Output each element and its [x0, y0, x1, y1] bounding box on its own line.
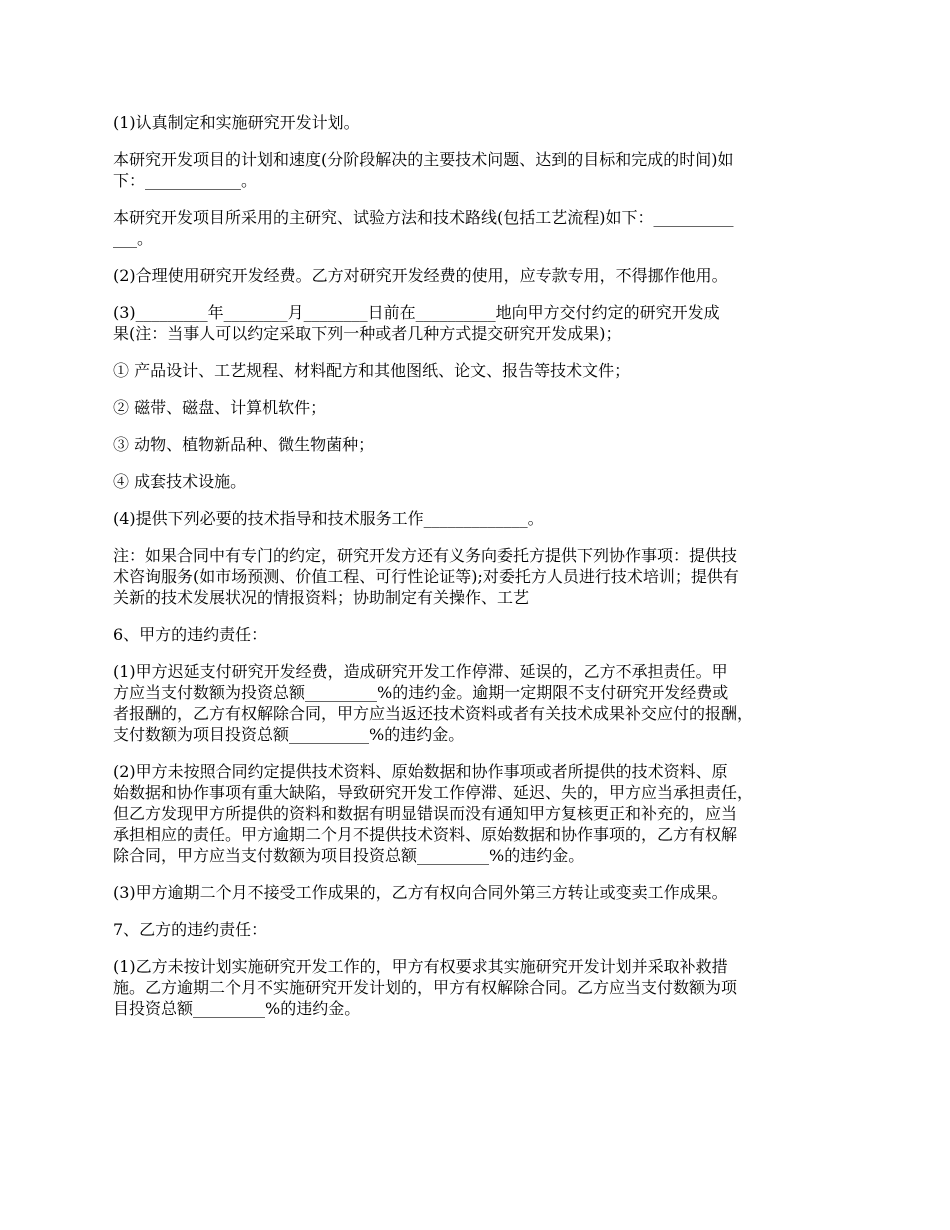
paragraph-line: ④ 成套技术设施。: [113, 472, 247, 491]
paragraph-line: 本研究开发项目所采用的主研究、试验方法和技术路线(包括工艺流程)如下：__________: [113, 208, 734, 227]
paragraph-line: 目投资总额_________%的违约金。: [113, 999, 361, 1018]
paragraph-line: 施。乙方逾期二个月不实施研究开发计划的，甲方有权解除合同。乙方应当支付数额为项: [113, 978, 738, 997]
paragraph-line: 除合同，甲方应当支付数额为项目投资总额_________%的违约金。: [113, 846, 585, 865]
paragraph-line: (2)合理使用研究开发经费。乙方对研究开发经费的使用，应专款专用，不得挪作他用。: [113, 266, 728, 285]
paragraph: [113, 397, 838, 418]
paragraph-line: (3)甲方逾期二个月不接受工作成果的，乙方有权向合同外第三方转让或变卖工作成果。: [113, 883, 728, 902]
paragraph: [113, 471, 838, 492]
paragraph-line: 术咨询服务(如市场预测、价值工程、可行性论证等);对委托方人员进行技术培训；提供有: [113, 567, 739, 586]
paragraph: [113, 112, 838, 133]
paragraph: [113, 761, 838, 866]
paragraph-line: 承担相应的责任。甲方逾期二个月不提供技术资料、原始数据和协作事项的，乙方有权解: [113, 825, 738, 844]
paragraph-line: ___。: [113, 229, 154, 248]
paragraph-line: 本研究开发项目的计划和速度(分阶段解决的主要技术问题、达到的目标和完成的时间)如: [113, 150, 734, 169]
paragraph: [113, 545, 838, 608]
paragraph-line: ② 磁带、磁盘、计算机软件；: [113, 398, 327, 417]
document-body: [113, 112, 838, 1035]
paragraph: [113, 624, 838, 645]
paragraph-line: (3)_________年________月________日前在__________地向甲方交付约定的研究开发成: [113, 303, 720, 322]
paragraph-line: (1)乙方未按计划实施研究开发工作的，甲方有权要求其实施研究开发计划并采取补救措: [113, 957, 728, 976]
paragraph: [113, 434, 838, 455]
paragraph-line: 果(注：当事人可以约定采取下列一种或者几种方式提交研究开发成果)；: [113, 324, 622, 343]
paragraph: [113, 302, 838, 344]
paragraph-line: ① 产品设计、工艺规程、材料配方和其他图纸、论文、报告等技术文件；: [113, 361, 631, 380]
paragraph-line: 6、甲方的违约责任：: [113, 625, 268, 644]
paragraph-line: (1)甲方迟延支付研究开发经费，造成研究开发工作停滞、延误的，乙方不承担责任。甲: [113, 662, 728, 681]
paragraph: [113, 956, 838, 1019]
paragraph-line: (1)认真制定和实施研究开发计划。: [113, 113, 360, 132]
paragraph-line: 关新的技术发展状况的情报资料；协助制定有关操作、工艺: [113, 588, 530, 607]
paragraph-line: (2)甲方未按照合同约定提供技术资料、原始数据和协作事项或者所提供的技术资料、原: [113, 762, 728, 781]
paragraph-line: 方应当支付数额为投资总额_________%的违约金。逾期一定期限不支付研究开发经费或: [113, 683, 729, 702]
paragraph: [113, 661, 838, 745]
paragraph: [113, 360, 838, 381]
paragraph-line: 始数据和协作事项有重大缺陷，导致研究开发工作停滞、延迟、失的，甲方应当承担责任，: [113, 783, 754, 802]
paragraph: [113, 149, 838, 191]
paragraph: [113, 919, 838, 940]
paragraph-line: 注：如果合同中有专门的约定，研究开发方还有义务向委托方提供下列协作事项：提供技: [113, 546, 738, 565]
paragraph-line: 者报酬的，乙方有权解除合同，甲方应当返还技术资料或者有关技术成果补交应付的报酬，: [113, 704, 754, 723]
paragraph: [113, 882, 838, 903]
paragraph: [113, 207, 838, 249]
paragraph-line: 但乙方发现甲方所提供的资料和数据有明显错误而没有通知甲方复核更正和补充的，应当: [113, 804, 738, 823]
paragraph-line: 下：____________。: [113, 171, 258, 190]
paragraph-line: ③ 动物、植物新品种、微生物菌种；: [113, 435, 375, 454]
paragraph-line: (4)提供下列必要的技术指导和技术服务工作_____________。: [113, 509, 544, 528]
paragraph: [113, 508, 838, 529]
paragraph-line: 支付数额为项目投资总额__________%的违约金。: [113, 725, 465, 744]
paragraph-line: 7、乙方的违约责任：: [113, 920, 268, 939]
paragraph: [113, 265, 838, 286]
